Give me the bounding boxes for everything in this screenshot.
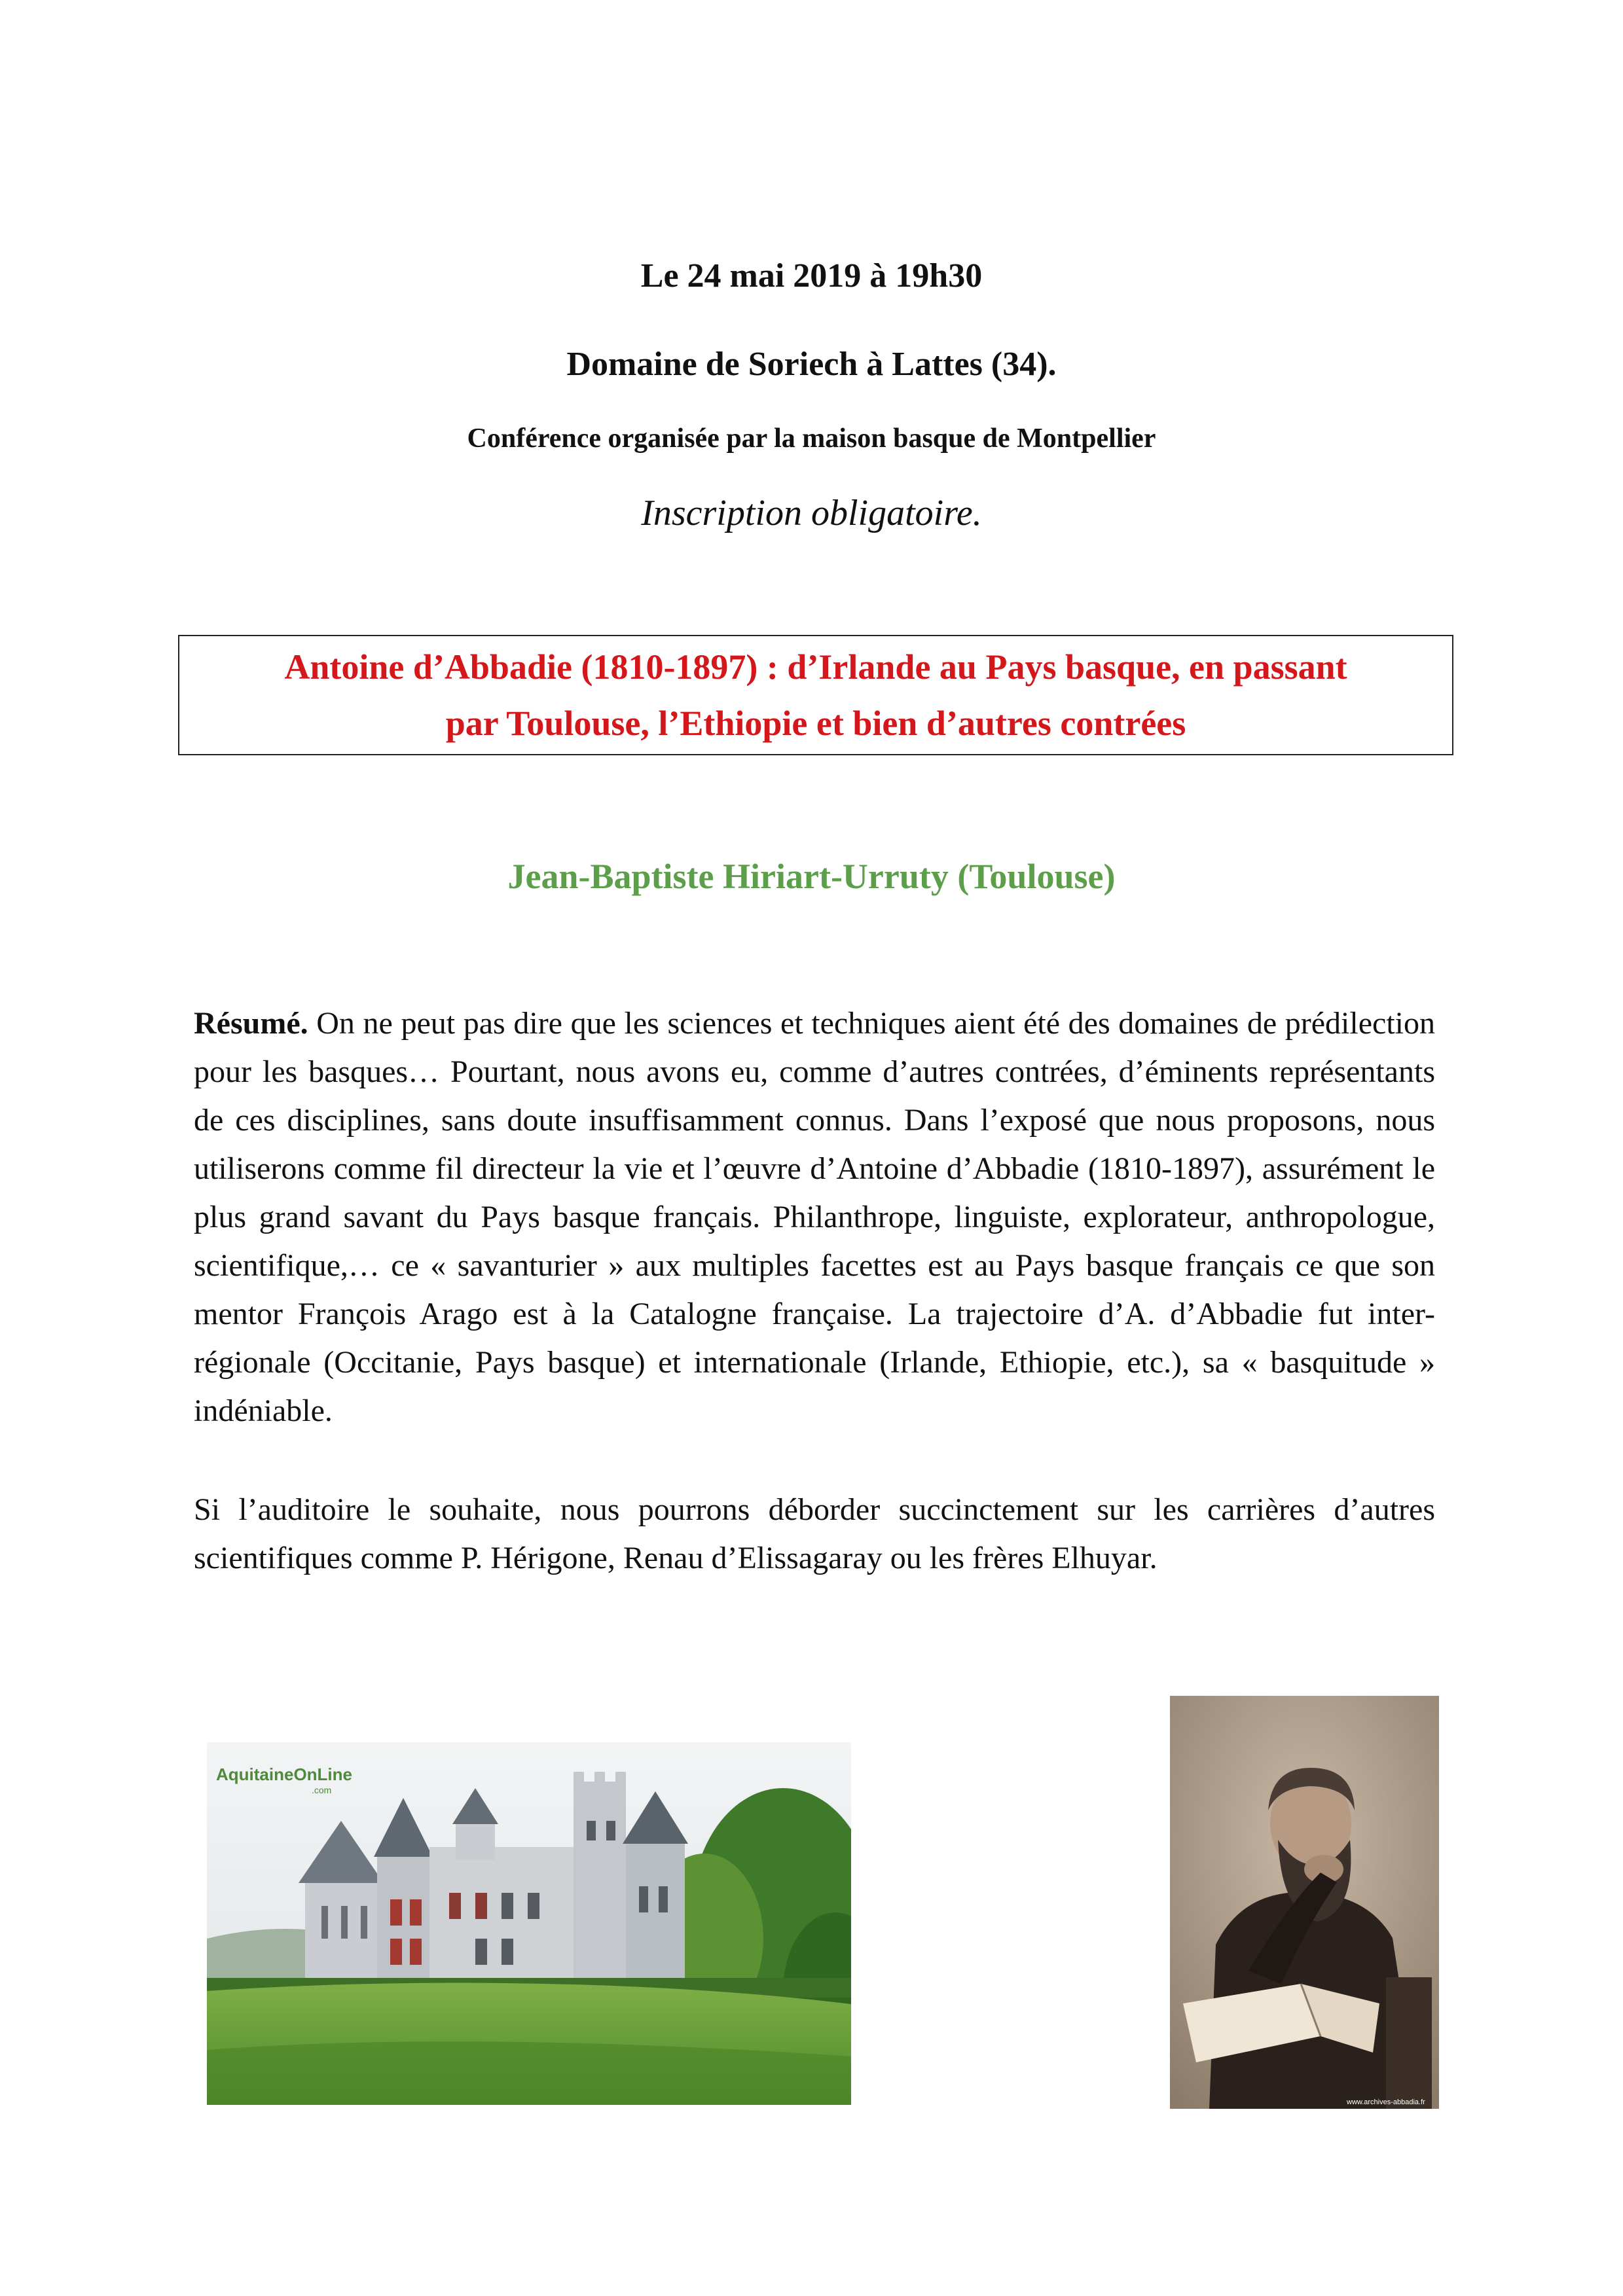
event-venue: Domaine de Soriech à Lattes (34). [566, 346, 1057, 383]
castle-watermark: AquitaineOnLine [216, 1765, 352, 1784]
abstract-paragraph-2: Si l’auditoire le souhaite, nous pourrons déborder succinctement sur les carrières d’autres scientifiques comme P. Hérigone, Renau d’Elissagaray ou les frères Elhuyar. [194, 1492, 1435, 1575]
portrait-credit: www.archives-abbadia.fr [1347, 2098, 1425, 2106]
talk-title-line-1: Antoine d’Abbadie (1810-1897) : d’Irlande au Pays basque, en passant [284, 647, 1347, 687]
portrait-photo [1170, 1696, 1439, 2109]
abstract-text-1: On ne peut pas dire que les sciences et techniques aient été des domaines de prédilection pour les basques… Pourtant, nous avons eu, comme d’autres contrées, d’éminents représentants de ces disciplines, sans doute insuffisamment connus. Dans l’exposé que nous proposons, nous utiliserons comme fil directeur la vie et l’œuvre d’Antoine d’Abbadie (1810-1897), assurément le plus grand savant du Pays basque français. Philanthrope, linguiste, explorateur, anthropologue, scientifique,… ce « savanturier » aux multiples facettes est au Pays basque français ce que son mentor François Arago est à la Catalogne française. La trajectoire d’A. d’Abbadie fut inter-régionale (Occitanie, Pays basque) et internationale (Irlande, Ethiopie, etc.), sa « basquitude » indéniable. [194, 1006, 1435, 1428]
event-date: Le 24 mai 2019 à 19h30 [640, 257, 983, 295]
registration-notice: Inscription obligatoire. [641, 493, 982, 533]
castle-photo [207, 1742, 851, 2105]
castle-watermark-sub: .com [312, 1785, 332, 1795]
talk-title-line-2: par Toulouse, l’Ethiopie et bien d’autres contrées [445, 704, 1186, 743]
talk-title [284, 639, 1347, 751]
castle-illustration [207, 1742, 851, 2105]
abstract-label: Résumé. [194, 1006, 308, 1041]
portrait-illustration [1170, 1696, 1439, 2109]
talk-title-box [178, 635, 1453, 755]
abstract-paragraph-1 [194, 999, 1435, 1435]
event-organizer: Conférence organisée par la maison basque de Montpellier [467, 423, 1156, 454]
talk-author: Jean-Baptiste Hiriart-Urruty (Toulouse) [507, 857, 1116, 896]
